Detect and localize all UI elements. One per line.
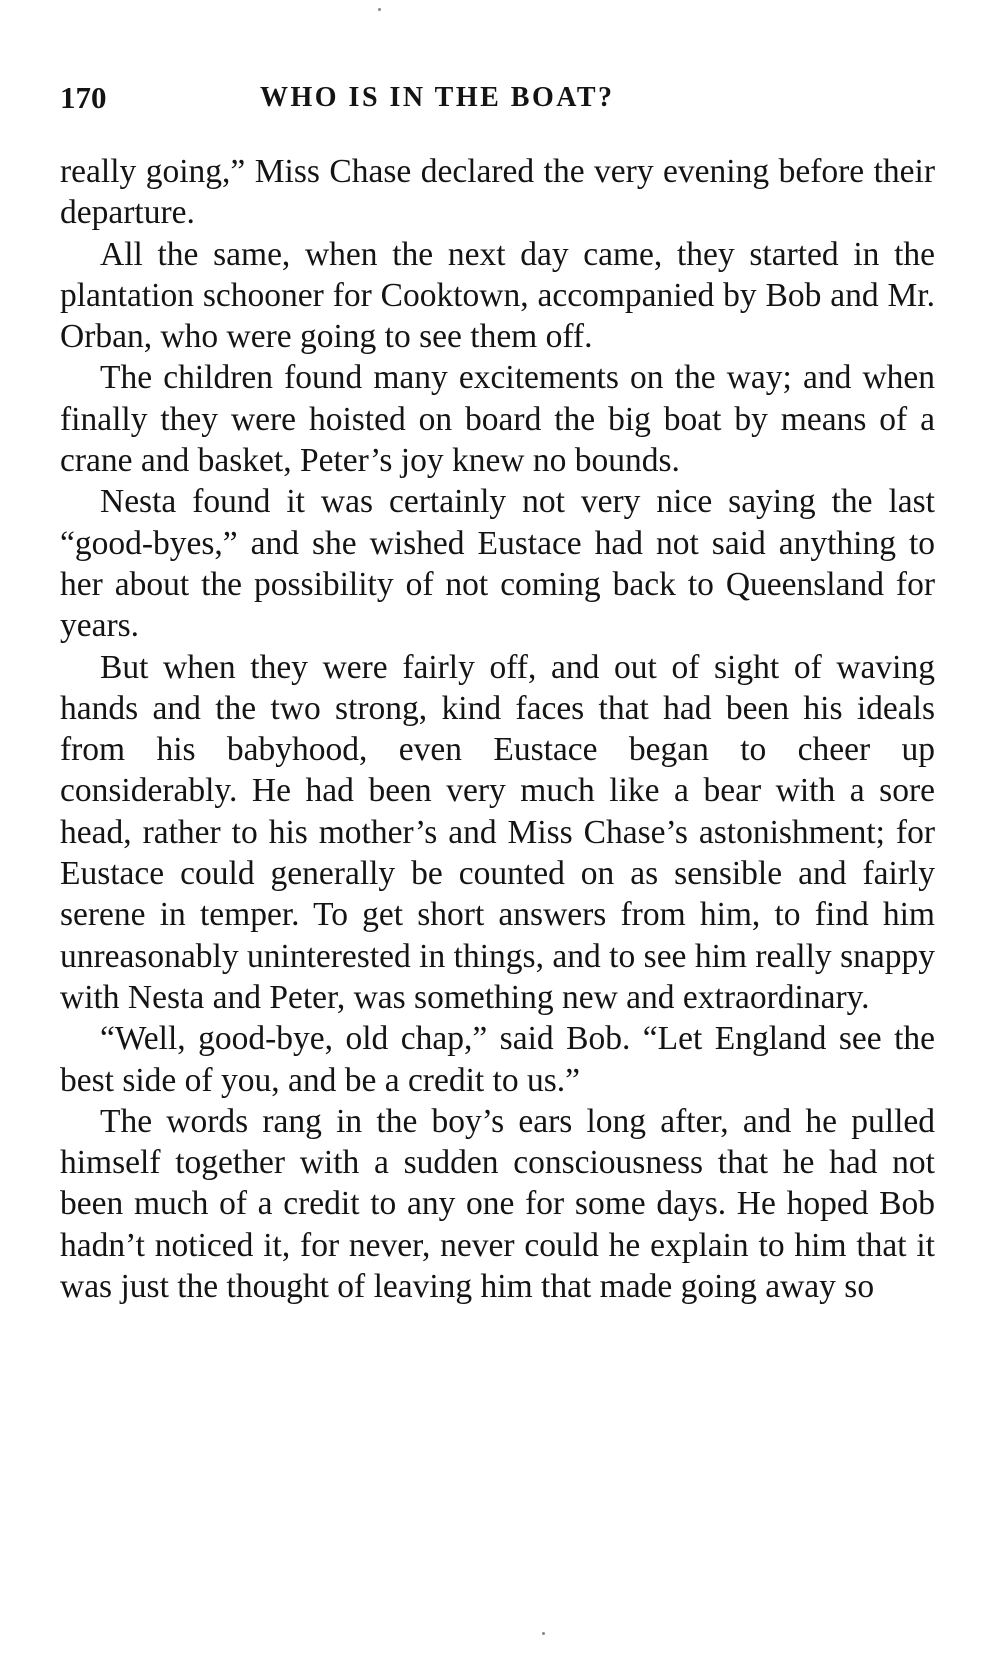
print-speck — [542, 1632, 545, 1635]
paragraph: But when they were fairly off, and out of sight of waving hands and the two strong, kind faces that had been his ideals from his babyhood, even Eustace began to cheer up considerably. He had been very much like a bear with a sore head, rather to his mother’s and Miss Chase’s astonishment; for Eustace could generally be counted on as sensible and fairly serene in temper. To get short answers from him, to find him unreasonably uninterested in things, and to see him really snappy with Nesta and Peter, was something new and extraordinary. — [60, 648, 935, 1016]
body-text — [60, 151, 935, 1307]
paragraph: The words rang in the boy’s ears long after, and he pulled himself together with a sudden consciousness that he had not been much of a credit to any one for some days. He hoped Bob hadn’t noticed it, for never, never could he explain to him that it was just the thought of leaving him that made going away so — [60, 1102, 935, 1306]
running-head — [60, 78, 940, 118]
running-title: WHO IS IN THE BOAT? — [260, 82, 615, 113]
paragraph: Nesta found it was certainly not very nice saying the last “good-byes,” and she wished Eustace had not said anything to her about the possibility of not coming back to Queensland for years. — [60, 483, 935, 645]
paragraph: The children found many excitements on the way; and when finally they were hoisted on board the big boat by means of a crane and basket, Peter’s joy knew no bounds. — [60, 359, 935, 480]
paragraph: “Well, good-bye, old chap,” said Bob. “Let England see the best side of you, and be a credit to us.” — [60, 1020, 935, 1099]
print-speck — [378, 8, 381, 11]
paragraph: All the same, when the next day came, they started in the plantation schooner for Cooktown, accompanied by Bob and Mr. Orban, who were going to see them off. — [60, 235, 935, 356]
page-number: 170 — [60, 80, 107, 115]
paragraph: really going,” Miss Chase declared the very evening before their departure. — [60, 153, 935, 232]
